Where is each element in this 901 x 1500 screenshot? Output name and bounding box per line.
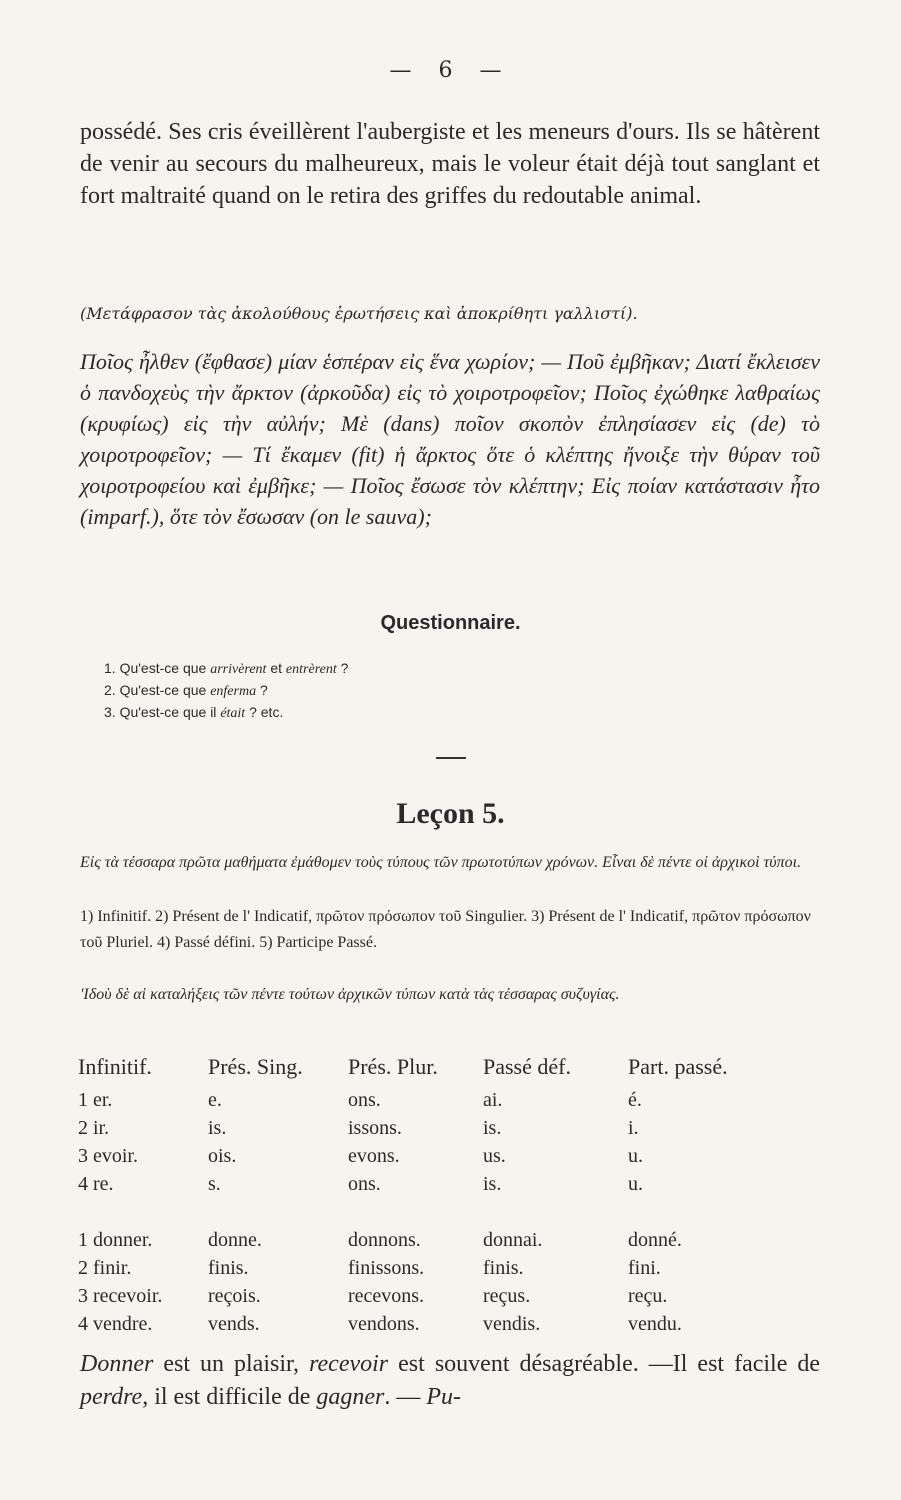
closing-paragraph: Donner est un plaisir, recevoir est souvent désagréable. —Il est facile de perdre, il est difficile de gagner. — Pu- — [80, 1351, 821, 1410]
page-number: — 6 — — [389, 58, 512, 83]
story-paragraph: possédé. Ses cris éveillèrent l'aubergiste et les meneurs d'ours. Ils se hâtèrent de venir au secours du malheureux, mais le voleur était déjà tout sanglant et fort maltraité quand on le retira des griffes du redoutable animal. — [80, 119, 820, 209]
question-item: 1. Qu'est-ce que arrivèrent et entrèrent ? — [104, 660, 349, 677]
header-cell: Part. passé. — [628, 1054, 728, 1079]
header-cell: Prés. Sing. — [208, 1054, 303, 1079]
section-divider — [436, 757, 466, 759]
table-row: 4 vendre. vends. vendons. vendis. vendu. — [78, 1312, 682, 1335]
table-row: 1 donner. donne. donnons. donnai. donné. — [78, 1228, 682, 1251]
lesson-title: Leçon 5. — [396, 797, 505, 830]
question-item: 3. Qu'est-ce que il était ? etc. — [104, 704, 284, 721]
table-row: 3 evoir. ois. evons. us. u. — [78, 1144, 643, 1167]
greek-questions: Ποῖος ἦλθεν (ἔφθασε) μίαν ἑσπέραν εἰς ἕνα χωρίον; — Ποῦ ἐμβῆκαν; Διατί ἔκλεισεν ὁ πανδοχεὺς τὴν ἄρκτον (ἀρκοῦδα) εἰς τὸ χοιροτροφεῖον; Ποῖος ἐχώθηκε λαθραίως (κρυφίως) εἰς τὴν αὐλήν; Μὲ (dans) ποῖον σκοπὸν ἐπλησίασεν εἰς (de) τὸ χοιροτροφεῖον; — Τί ἔκαμεν (fit) ἡ ἄρκτος ὅτε ὁ κλέπτης ἤνοιξε τὴν θύραν τοῦ χοιροτροφείου καὶ ἐμβῆκε; — Ποῖος ἔσωσε τὸν κλέπτην; Εἰς ποίαν κατάστασιν ἦτο (imparf.), ὅτε τὸν ἔσωσαν (on le sauva); — [80, 349, 820, 529]
table-row: 2 ir. is. issons. is. i. — [78, 1116, 639, 1139]
question-item: 2. Qu'est-ce que enferma ? — [104, 682, 268, 699]
table-row: 2 finir. finis. finissons. finis. fini. — [78, 1256, 661, 1279]
header-cell: Passé déf. — [483, 1054, 571, 1079]
lesson-note: 'Ιδοὺ δὲ αἱ καταλήξεις τῶν πέντε τούτων ἀρχικῶν τύπων κατὰ τὰς τέσσαρας συζυγίας. — [80, 986, 620, 1003]
questionnaire-title: Questionnaire. — [380, 612, 521, 634]
table-header-row — [78, 1054, 758, 1086]
conjugation-table — [78, 1054, 758, 1338]
lesson-list: 1) Infinitif. 2) Présent de l' Indicatif, πρῶτον πρόσωπον τοῦ Singulier. 3) Présent de l' Indicatif, πρῶτον πρόσωπον τοῦ Pluriel. 4) Passé défini. 5) Participe Passé. — [80, 908, 811, 951]
lesson-intro: Εἰς τὰ τέσσαρα πρῶτα μαθήματα ἐμάθομεν τοὺς τύπους τῶν πρωτοτύπων χρόνων. Εἶναι δὲ πέντε οἱ ἀρχικοὶ τύποι. — [80, 854, 802, 871]
greek-instruction: (Μετάφρασον τὰς ἀκολούθους ἐρωτήσεις καὶ ἀποκρίθητι γαλλιστί). — [80, 304, 638, 323]
header-cell: Prés. Plur. — [348, 1054, 438, 1079]
table-row: 4 re. s. ons. is. u. — [78, 1172, 643, 1195]
header-cell: Infinitif. — [78, 1054, 152, 1079]
table-row: 3 recevoir. reçois. recevons. reçus. reçu. — [78, 1284, 668, 1307]
table-row: 1 er. e. ons. ai. é. — [78, 1088, 642, 1111]
questionnaire-list — [104, 658, 348, 724]
table-spacer — [78, 1198, 758, 1226]
